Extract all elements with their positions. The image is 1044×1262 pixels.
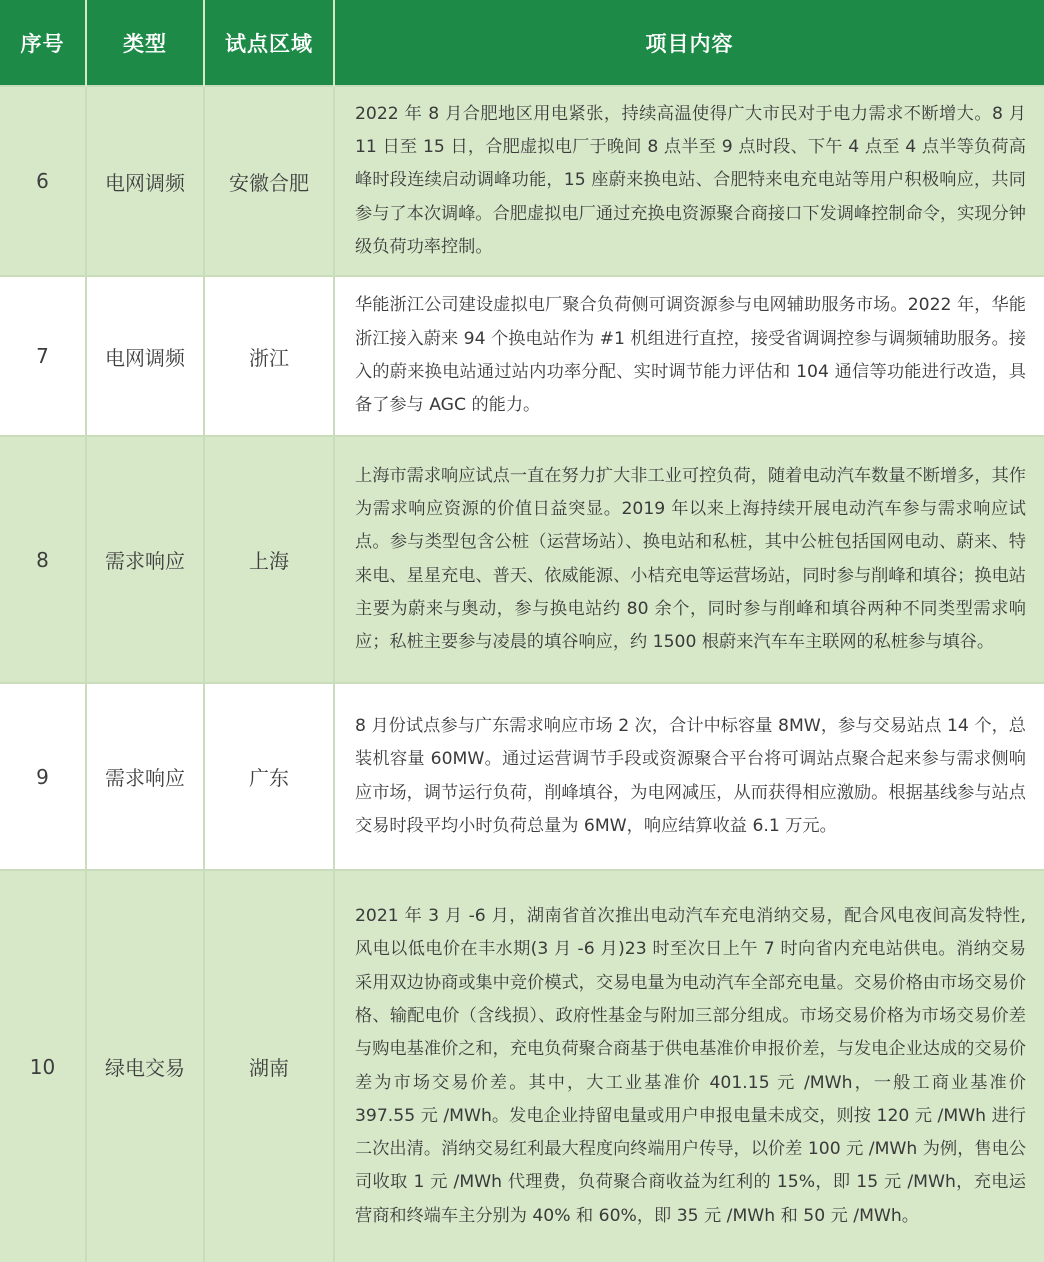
cell-area: 浙江 [204, 276, 334, 436]
cell-type: 绿电交易 [86, 870, 204, 1262]
cell-type: 电网调频 [86, 276, 204, 436]
cell-content: 2021 年 3 月 -6 月，湖南省首次推出电动汽车充电消纳交易，配合风电夜间高发特性,风电以低电价在丰水期(3 月 -6 月)23 时至次日上午 7 时向省内充电站供电。消纳交易采用双边协商或集中竞价模式，交易电量为电动汽车全部充电量。交易价格由市场交易价格、输配电价（含线损）、政府性基金与附加三部分组成。市场交易价格为市场交易价差与购电基准价之和，充电负荷聚合商基于供电基准价申报价差，与发电企业达成的交易价差为市场交易价差。其中，大工业基准价 401.15 元 /MWh，一般工商业基准价 397.55 元 /MWh。发电企业持留电量或用户申报电量未成交，则按 120 元 /MWh 进行二次出清。消纳交易红利最大程度向终端用户传导，以价差 100 元 /MWh 为例，售电公司收取 1 元 /MWh 代理费，负荷聚合商收益为红利的 15%，即 15 元 /MWh，充电运营商和终端车主分别为 40% 和 60%，即 35 元 /MWh 和 50 元 /MWh。 [334, 870, 1044, 1262]
header-type: 类型 [86, 0, 204, 86]
table-row [0, 870, 1044, 1262]
cell-content: 华能浙江公司建设虚拟电厂聚合负荷侧可调资源参与电网辅助服务市场。2022 年，华能浙江接入蔚来 94 个换电站作为 #1 机组进行直控，接受省调调控参与调频辅助服务。接入的蔚来换电站通过站内功率分配、实时调节能力评估和 104 通信等功能进行改造，具备了参与 AGC 的能力。 [334, 276, 1044, 436]
header-seq: 序号 [0, 0, 86, 86]
cell-seq: 8 [0, 436, 86, 683]
cell-type: 需求响应 [86, 683, 204, 870]
cell-area: 上海 [204, 436, 334, 683]
table-row [0, 86, 1044, 276]
cell-seq: 10 [0, 870, 86, 1262]
table-row [0, 276, 1044, 436]
cell-content: 2022 年 8 月合肥地区用电紧张，持续高温使得广大市民对于电力需求不断增大。8 月 11 日至 15 日，合肥虚拟电厂于晚间 8 点半至 9 点时段、下午 4 点至 4 点半等负荷高峰时段连续启动调峰功能，15 座蔚来换电站、合肥特来电充电站等用户积极响应，共同参与了本次调峰。合肥虚拟电厂通过充换电资源聚合商接口下发调峰控制命令，实现分钟级负荷功率控制。 [334, 86, 1044, 276]
cell-content: 上海市需求响应试点一直在努力扩大非工业可控负荷，随着电动汽车数量不断增多，其作为需求响应资源的价值日益突显。2019 年以来上海持续开展电动汽车参与需求响应试点。参与类型包含公桩（运营场站）、换电站和私桩，其中公桩包括国网电动、蔚来、特来电、星星充电、普天、依威能源、小桔充电等运营场站，同时参与削峰和填谷；换电站主要为蔚来与奥动，参与换电站约 80 余个，同时参与削峰和填谷两种不同类型需求响应；私桩主要参与凌晨的填谷响应，约 1500 根蔚来汽车车主联网的私桩参与填谷。 [334, 436, 1044, 683]
header-area: 试点区域 [204, 0, 334, 86]
cell-type: 需求响应 [86, 436, 204, 683]
cell-seq: 7 [0, 276, 86, 436]
cell-area: 湖南 [204, 870, 334, 1262]
cell-type: 电网调频 [86, 86, 204, 276]
cell-area: 安徽合肥 [204, 86, 334, 276]
cell-area: 广东 [204, 683, 334, 870]
cell-seq: 6 [0, 86, 86, 276]
table-row [0, 436, 1044, 683]
table-header-row [0, 0, 1044, 86]
cell-content: 8 月份试点参与广东需求响应市场 2 次，合计中标容量 8MW，参与交易站点 14 个，总装机容量 60MW。通过运营调节手段或资源聚合平台将可调站点聚合起来参与需求侧响应市场，调节运行负荷，削峰填谷，为电网减压，从而获得相应激励。根据基线参与站点交易时段平均小时负荷总量为 6MW，响应结算收益 6.1 万元。 [334, 683, 1044, 870]
header-content: 项目内容 [334, 0, 1044, 86]
cell-seq: 9 [0, 683, 86, 870]
table-row [0, 683, 1044, 870]
